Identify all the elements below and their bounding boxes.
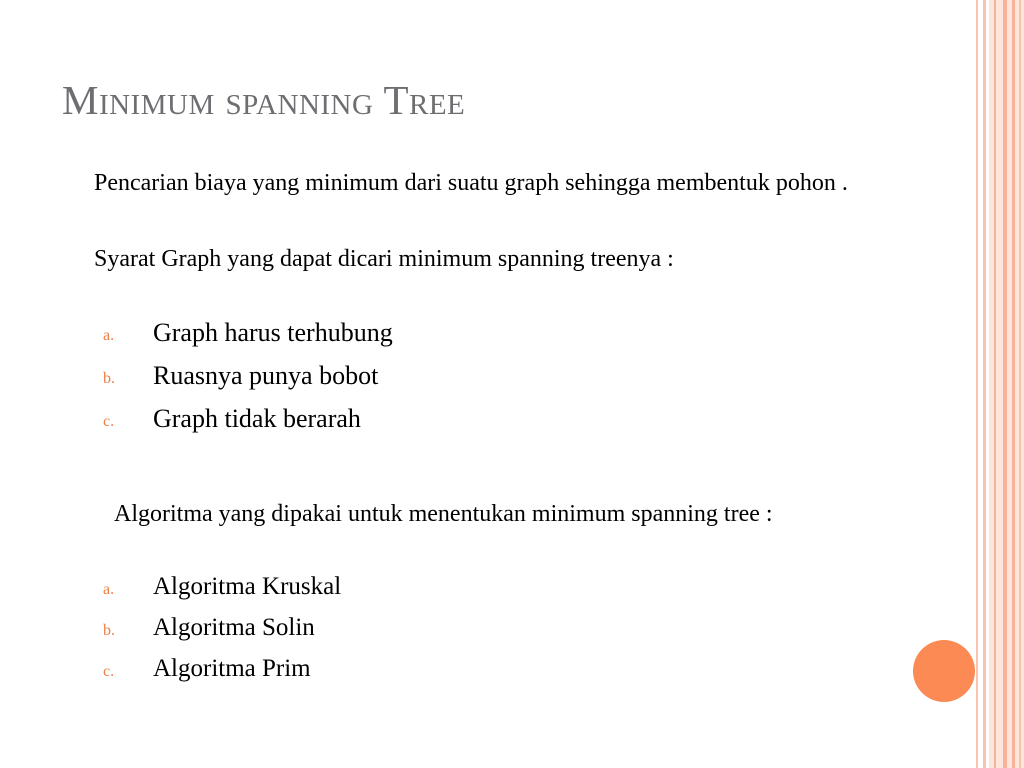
list-item-text: Graph harus terhubung xyxy=(153,318,393,347)
decor-stripe xyxy=(976,0,978,768)
decor-stripe xyxy=(983,0,986,768)
decor-stripe xyxy=(994,0,996,768)
list-marker: b. xyxy=(103,622,115,639)
decor-circle xyxy=(913,640,975,702)
list-item-text: Ruasnya punya bobot xyxy=(153,361,379,390)
list-item-text: Algoritma Solin xyxy=(153,614,315,641)
list-marker: b. xyxy=(103,370,115,387)
slide-title: Minimum spanning Tree xyxy=(62,77,466,123)
list-item-text: Algoritma Prim xyxy=(153,655,311,682)
decor-stripe xyxy=(1003,0,1007,768)
list-marker: a. xyxy=(103,327,115,344)
requirements-paragraph: Syarat Graph yang dapat dicari minimum spanning treenya : xyxy=(94,246,674,272)
intro-paragraph: Pencarian biaya yang minimum dari suatu graph sehingga membentuk pohon . xyxy=(94,170,848,196)
decor-stripe xyxy=(1012,0,1015,768)
list-item-text: Algoritma Kruskal xyxy=(153,573,342,600)
decor-stripe xyxy=(1019,0,1021,768)
list-item-text: Graph tidak berarah xyxy=(153,404,361,433)
list-marker: c. xyxy=(103,413,115,430)
algorithms-paragraph: Algoritma yang dipakai untuk menentukan minimum spanning tree : xyxy=(114,501,773,527)
list-marker: c. xyxy=(103,663,115,680)
list-marker: a. xyxy=(103,581,115,598)
